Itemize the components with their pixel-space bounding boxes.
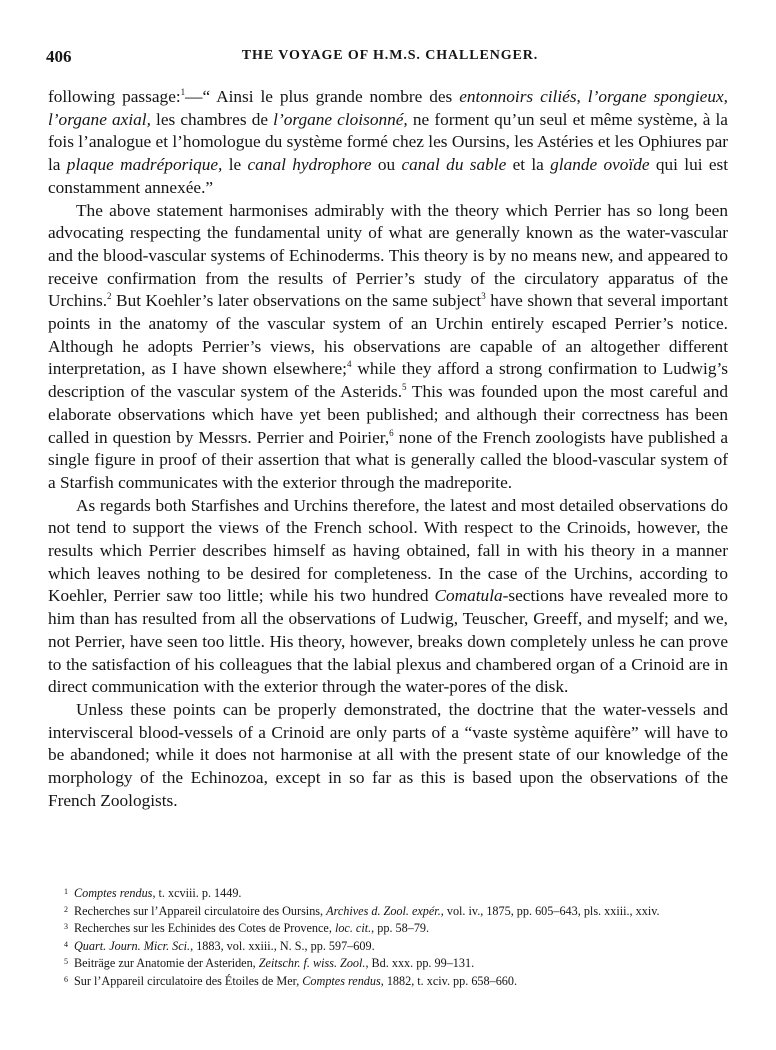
text-run: none of the French zoologists have published a single figure in proof of their assertion that what is generally called the blood-vascular system of a Starfish communicates with the exterior through the madreporite. xyxy=(48,427,729,492)
footnote-mark: 5 xyxy=(64,957,68,967)
footnote-reference: 1 xyxy=(180,87,186,98)
footnote xyxy=(64,919,740,937)
text-run xyxy=(581,87,588,106)
italic-text: entonnoirs ciliés, xyxy=(459,87,581,106)
footnote xyxy=(64,937,740,955)
text-run: The above statement harmonises admirably with the theory which Perrier has so long been advocating respecting the fundamental unity of what are generally known as the water-vascular and the blood-vascular systems of Echinoderms. This theory is by no means new, and appeared to receive confirmation from the results of Perrier’s study of the circulatory apparatus of the Urchins. xyxy=(48,200,728,311)
footnote-reference: 6 xyxy=(389,427,394,438)
italic-text: l’organe spongieux, xyxy=(587,87,728,106)
paragraph xyxy=(48,699,728,813)
running-title: THE VOYAGE OF H.M.S. CHALLENGER. xyxy=(241,48,539,63)
page-number: 406 xyxy=(46,47,72,66)
footnote-mark: 2 xyxy=(64,904,68,914)
paragraph xyxy=(48,200,728,495)
footnote xyxy=(64,954,740,972)
footnotes xyxy=(64,884,740,990)
text-run: , 1882, t. xciv. pp. 658–660. xyxy=(380,973,518,988)
text-run: , pp. 58–79. xyxy=(371,921,430,936)
text-run: Unless these points can be properly demonstrated, the doctrine that the water-vessels and intervisceral blood-vessels of a Crinoid are only parts of a “vaste système aquifère” will have to be abandoned; while it does not harmonise at all with the present state of our knowledge of the morphology of the Echinozoa, except in so far as this is based upon the observations of the French Zoologists. xyxy=(48,699,728,810)
text-run: As regards both Starfishes and Urchins therefore, the latest and most detailed observations do not tend to support the views of the French school. With respect to the Crinoids, however, the results which Perrier describes himself as having obtained, fall in with his theory in a manner which leaves nothing to be desired for completeness. In the case of the Urchins, according to Koehler, Perrier saw too little; while his two hundred xyxy=(48,495,728,606)
footnote-reference: 5 xyxy=(402,382,407,393)
text-run: But Koehler’s later observations on the same subject xyxy=(111,291,482,311)
text-run: while they afford a strong confirmation to Ludwig’s description of the vascular system of the Asterids. xyxy=(48,359,728,402)
text-run: -sections have revealed more to him than has resulted from all the observations of Ludwig, Teuscher, Greeff, and myself; and we, not Perrier, have seen too little. His theory, however, breaks down completely unless he can prove to the satisfaction of his colleagues that the labial plexus and chambered organ of a Crinoid are in direct communication with the exterior through the water-pores of the disk. xyxy=(48,586,728,697)
italic-text: l’organe cloisonné, xyxy=(273,109,408,129)
text-run: This was founded upon the most careful and elaborate observations which have yet been published; and although their correctness has been called in question by Messrs. Perrier and Poirier, xyxy=(48,382,728,447)
footnote-reference: 2 xyxy=(107,291,112,302)
footnote-mark: 6 xyxy=(64,974,68,984)
footnote xyxy=(64,972,740,990)
italic-text: Comptes rendus xyxy=(74,886,153,900)
text-run: Recherches sur l’Appareil circulatoire des Oursins, xyxy=(74,903,327,918)
text-run: , t. xcviii. p. 1449. xyxy=(152,886,242,900)
footnote-reference: 4 xyxy=(346,359,352,370)
text-run: , vol. iv., 1875, pp. 605–643, pls. xxiii., xxiv. xyxy=(440,903,660,918)
footnote xyxy=(64,902,740,920)
footnote-reference: 3 xyxy=(481,291,486,302)
italic-text: Archives d. Zool. expér. xyxy=(326,903,441,918)
text-run: le xyxy=(222,155,248,175)
italic-text: loc. cit. xyxy=(334,921,372,936)
text-run: following passage: xyxy=(48,87,181,106)
italic-text: Comptes rendus xyxy=(302,973,381,988)
footnote-mark: 4 xyxy=(64,939,68,949)
text-run: , 1883, vol. xxiii., N. S., pp. 597–609. xyxy=(190,938,375,953)
text-run: Beiträge zur Anatomie der Asteriden, xyxy=(74,956,259,971)
text-run: have shown that several important points in the anatomy of the vascular system of an Urchin entirely escaped Perrier’s notice. Although he adopts Perrier’s views, his observations are capable of an altogether different interpretation, as I have shown elsewhere; xyxy=(48,291,728,379)
footnote-mark: 1 xyxy=(64,887,68,896)
text-run: les chambres de xyxy=(150,109,274,129)
body-text xyxy=(48,86,728,813)
text-run: ne forment qu’un seul et même système, à la fois l’analogue et l’homologue du système formé chez les Oursins, les Astéries et les Ophiures par la xyxy=(48,109,728,175)
text-run: Recherches sur les Echinides des Cotes de Provence, xyxy=(74,921,335,936)
paragraph xyxy=(48,86,728,200)
footnote-mark: 3 xyxy=(64,922,68,932)
italic-text: plaque madréporique, xyxy=(66,155,223,175)
italic-text: l’organe axial, xyxy=(48,109,151,129)
text-run: —“ Ainsi le plus grande nombre des xyxy=(185,87,460,106)
italic-text: Comatula xyxy=(434,586,503,606)
page-header xyxy=(46,47,734,69)
text-run: qui lui est constamment annexée.” xyxy=(48,155,729,197)
text-run: Sur l’Appareil circulatoire des Étoiles de Mer, xyxy=(74,973,303,988)
italic-text: canal du sable xyxy=(401,155,507,175)
footnote xyxy=(64,884,740,902)
text-run: et la xyxy=(506,155,551,175)
paragraph xyxy=(48,495,728,699)
text-run: ou xyxy=(371,155,402,175)
italic-text: glande ovoïde xyxy=(550,155,650,175)
italic-text: Quart. Journ. Micr. Sci. xyxy=(74,938,191,953)
italic-text: canal hydrophore xyxy=(247,155,372,175)
text-run: , Bd. xxx. pp. 99–131. xyxy=(365,956,475,971)
italic-text: Zeitschr. f. wiss. Zool. xyxy=(258,956,366,971)
